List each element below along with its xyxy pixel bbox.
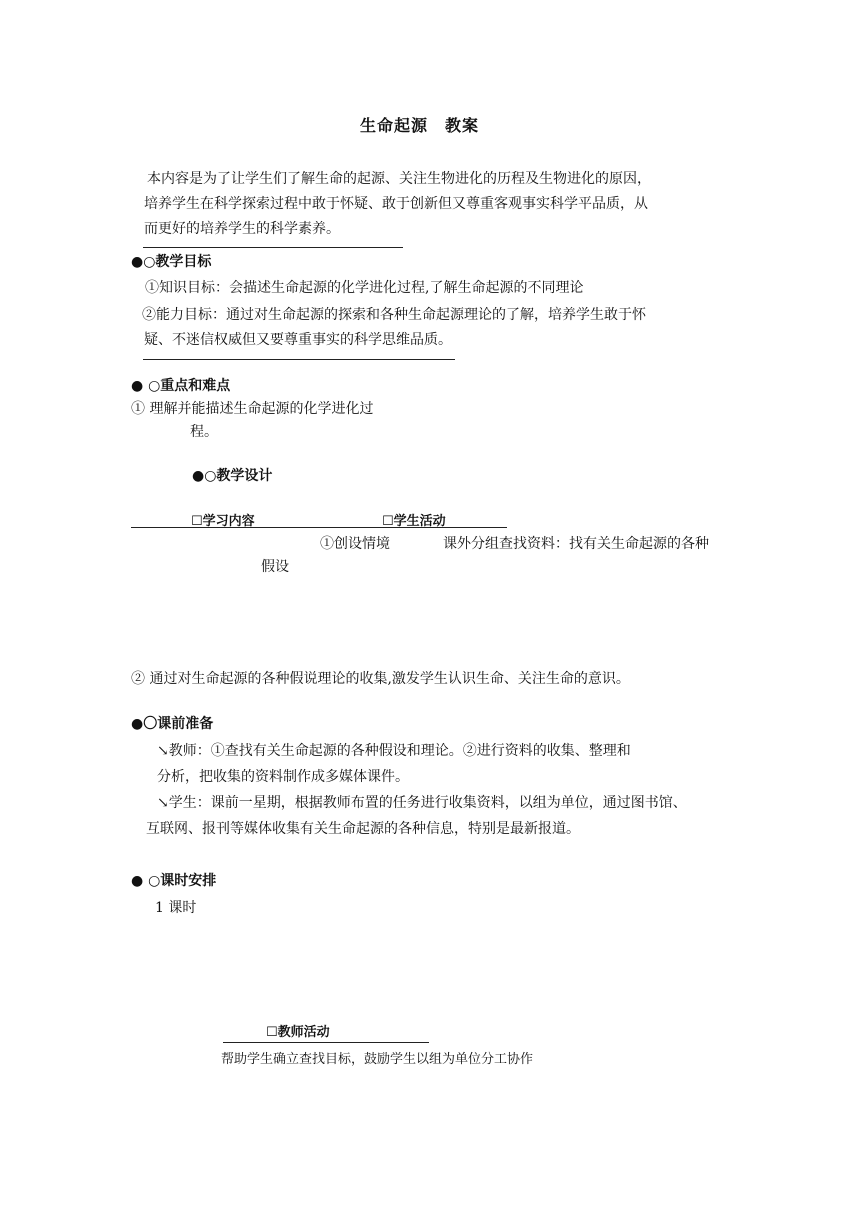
column-header-student: ☐学生活动 — [382, 514, 446, 529]
key-point-line: 程。 — [190, 424, 218, 440]
preparation-line: ↘学生：课前一星期，根据教师布置的任务进行收集资料，以组为单位，通过图书馆、 — [157, 795, 687, 811]
goals-heading: ●○教学目标 — [131, 254, 212, 270]
intro-line: 本内容是为了让学生们了解生命的起源、关注生物进化的历程及生物进化的原因， — [147, 171, 651, 187]
preparation-line: ↘教师：①查找有关生命起源的各种假设和理论。②进行资料的收集、整理和 — [157, 743, 631, 759]
design-row-student-cont: 假设 — [261, 559, 289, 575]
table-header-rule — [131, 527, 507, 528]
intro-line: 而更好的培养学生的科学素养。 — [144, 221, 340, 237]
preparation-heading: ●〇课前准备 — [131, 716, 214, 732]
column-header-teacher: ☐教师活动 — [266, 1025, 330, 1040]
divider — [143, 359, 455, 360]
design-row-student: 课外分组查找资料：找有关生命起源的各种 — [443, 536, 709, 552]
column-header-content: ☐学习内容 — [191, 514, 255, 529]
design-heading: ●○教学设计 — [192, 468, 273, 484]
preparation-line: 分析，把收集的资料制作成多媒体课件。 — [157, 769, 409, 785]
key-point-line: ② 通过对生命起源的各种假说理论的收集,激发学生认识生命、关注生命的意识。 — [131, 671, 630, 687]
goal-item: ①知识目标：会描述生命起源的化学进化过程,了解生命起源的不同理论 — [145, 280, 584, 296]
goal-item: ②能力目标：通过对生命起源的探索和各种生命起源理论的了解，培养学生敢于怀 — [142, 307, 646, 323]
page-title: 生命起源 教案 — [360, 116, 480, 135]
intro-line: 培养学生在科学探索过程中敢于怀疑、敢于创新但又尊重客观事实科学平品质，从 — [144, 196, 648, 212]
key-points-heading: ● ○重点和难点 — [131, 378, 231, 394]
teacher-activity-text: 帮助学生确立查找目标，鼓励学生以组为单位分工协作 — [221, 1052, 534, 1067]
design-row-content: ①创设情境 — [320, 536, 390, 552]
preparation-line: 互联网、报刊等媒体收集有关生命起源的各种信息，特别是最新报道。 — [146, 821, 580, 837]
divider — [143, 247, 403, 248]
schedule-heading: ● ○课时安排 — [131, 873, 217, 889]
schedule-value: 1 课时 — [155, 900, 197, 916]
key-point-line: ① 理解并能描述生命起源的化学进化过 — [131, 401, 374, 417]
goal-item: 疑、不迷信权威但又要尊重事实的科学思维品质。 — [144, 332, 452, 348]
table-header-rule — [223, 1042, 429, 1043]
